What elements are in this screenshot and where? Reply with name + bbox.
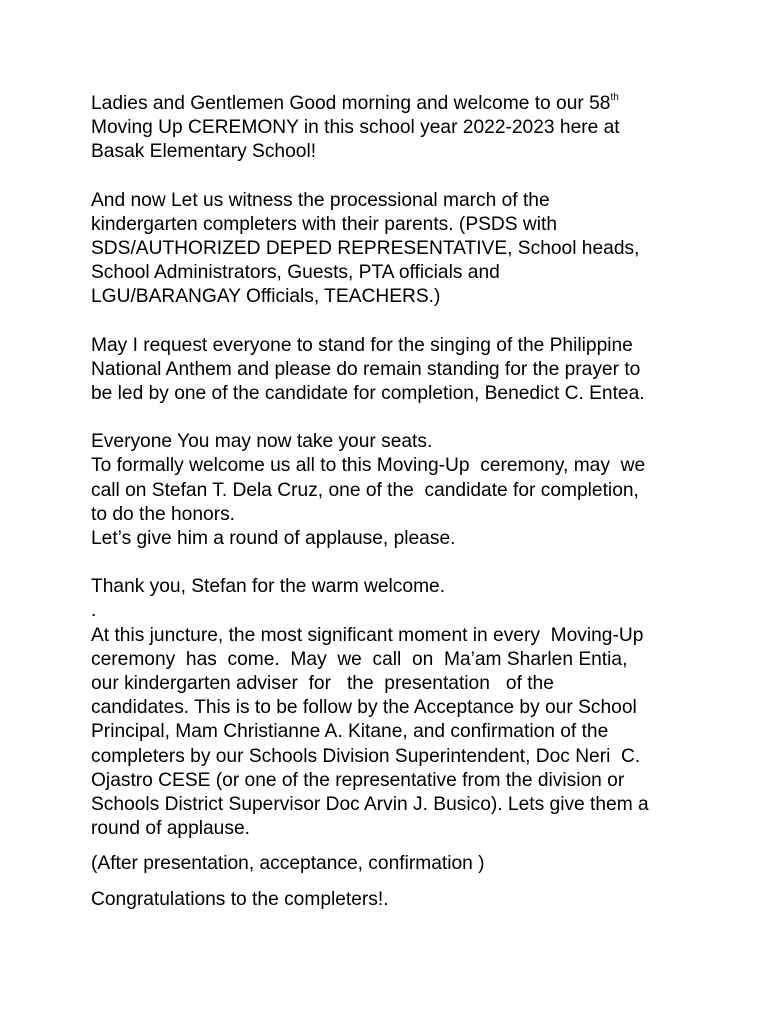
welcome-line-2: Moving Up CEREMONY in this school year 2022-2023 here at bbox=[91, 117, 620, 139]
paragraph-presentation bbox=[91, 624, 691, 842]
document-body bbox=[91, 92, 691, 912]
paragraph-welcome bbox=[91, 92, 691, 165]
paragraph-thanks bbox=[91, 575, 691, 623]
presentation-line: At this juncture, the most significant moment in every Moving-Up bbox=[91, 624, 644, 646]
paragraph-anthem bbox=[91, 334, 691, 407]
anthem-line: be led by one of the candidate for completion, Benedict C. Entea. bbox=[91, 383, 645, 405]
thanks-line: Thank you, Stefan for the warm welcome. bbox=[91, 576, 446, 598]
presentation-line: our kindergarten adviser for the presentation of the bbox=[91, 673, 554, 695]
paragraph-spacer bbox=[91, 551, 691, 575]
processional-line: And now Let us witness the processional march of the bbox=[91, 189, 550, 211]
welcome-address-line: Everyone You may now take your seats. bbox=[91, 431, 433, 453]
presentation-line: round of applause. bbox=[91, 818, 250, 840]
welcome-address-line: To formally welcome us all to this Moving-Up ceremony, may we bbox=[91, 455, 646, 477]
congratulations-line: Congratulations to the completers!. bbox=[91, 888, 389, 910]
presentation-line: ceremony has come. May we call on Ma’am Sharlen Entia, bbox=[91, 648, 628, 670]
thanks-line: . bbox=[91, 600, 97, 622]
stage-note-line: (After presentation, acceptance, confirmation ) bbox=[91, 853, 485, 875]
presentation-line: Principal, Mam Christianne A. Kitane, and confirmation of the bbox=[91, 721, 609, 743]
processional-line: kindergarten completers with their parents. (PSDS with bbox=[91, 213, 558, 235]
welcome-address-line: to do the honors. bbox=[91, 503, 236, 525]
paragraph-spacer bbox=[91, 877, 691, 888]
anthem-line: National Anthem and please do remain standing for the prayer to bbox=[91, 358, 641, 380]
paragraph-stage-note bbox=[91, 852, 691, 876]
paragraph-processional bbox=[91, 189, 691, 310]
processional-line: LGU/BARANGAY Officials, TEACHERS.) bbox=[91, 286, 441, 308]
presentation-line: candidates. This is to be follow by the Acceptance by our School bbox=[91, 697, 637, 719]
ordinal-suffix: th bbox=[610, 91, 619, 103]
welcome-line-3: Basak Elementary School! bbox=[91, 141, 317, 163]
presentation-line: completers by our Schools Division Superintendent, Doc Neri C. bbox=[91, 745, 641, 767]
welcome-line-1-text: Ladies and Gentlemen Good morning and welcome to our 58 bbox=[91, 93, 611, 114]
presentation-line: Schools District Supervisor Doc Arvin J. Busico). Lets give them a bbox=[91, 794, 649, 816]
paragraph-welcome-address bbox=[91, 430, 691, 551]
anthem-line: May I request everyone to stand for the singing of the Philippine bbox=[91, 334, 633, 356]
paragraph-spacer bbox=[91, 406, 691, 430]
processional-line: School Administrators, Guests, PTA officials and bbox=[91, 262, 500, 284]
welcome-address-line: Let’s give him a round of applause, please. bbox=[91, 528, 456, 550]
paragraph-spacer bbox=[91, 165, 691, 189]
paragraph-spacer bbox=[91, 310, 691, 334]
presentation-line: Ojastro CESE (or one of the representative from the division or bbox=[91, 769, 625, 791]
paragraph-congratulations bbox=[91, 888, 691, 912]
paragraph-spacer bbox=[91, 841, 691, 852]
welcome-address-line: call on Stefan T. Dela Cruz, one of the candidate for completion, bbox=[91, 479, 639, 501]
processional-line: SDS/AUTHORIZED DEPED REPRESENTATIVE, School heads, bbox=[91, 238, 640, 260]
welcome-line-1 bbox=[91, 92, 691, 116]
